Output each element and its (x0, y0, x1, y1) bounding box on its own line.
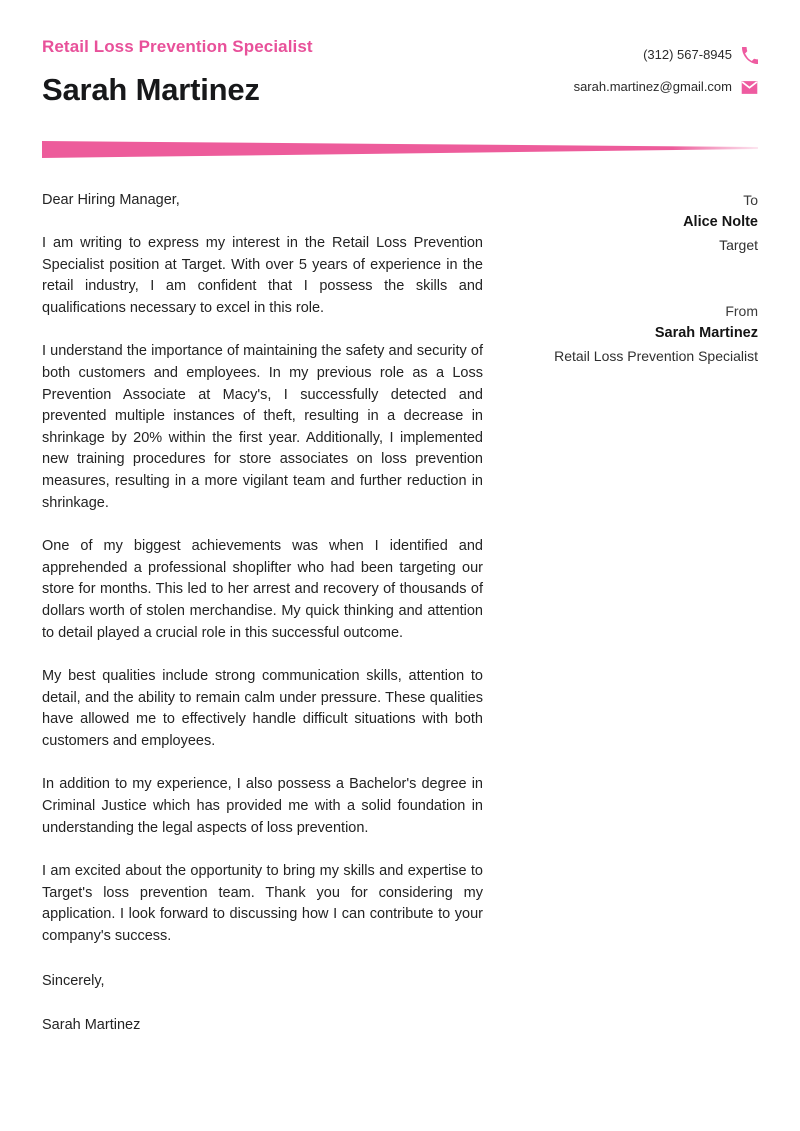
contact-phone-value: (312) 567-8945 (643, 47, 732, 62)
meta-sender-block (498, 300, 758, 367)
meta-sender-role: Retail Loss Prevention Specialist (554, 348, 758, 364)
letter-paragraph: I understand the importance of maintaining the safety and security of both customers and employees. In my previous role as a Loss Prevention Associate at Macy's, I successfully detected and prevented multiple instances of theft, resulting in a decrease in shrinkage by 20% within the first year. Additionally, I implemented new training procedures for store associates on loss prevention measures, resulting in a more vigilant team and further reduction in shrinkage. (42, 343, 483, 511)
envelope-icon (741, 79, 758, 96)
letter-salutation: Dear Hiring Manager, (42, 192, 180, 208)
header-job-title: Retail Loss Prevention Specialist (42, 37, 313, 56)
letter-closing: Sincerely, (42, 972, 105, 989)
meta-recipient-name: Alice Nolte (683, 214, 758, 230)
meta-recipient-organization: Target (719, 237, 758, 253)
letter-body (42, 189, 483, 1036)
meta-to-label: To (743, 192, 758, 208)
letter-paragraph: In addition to my experience, I also possess a Bachelor's degree in Criminal Justice which has provided me with a solid foundation in understanding the legal aspects of loss prevention. (42, 776, 483, 836)
letter-header (42, 36, 758, 126)
header-identity (42, 36, 313, 110)
contact-phone-row (574, 42, 758, 68)
meta-sender-name: Sarah Martinez (654, 325, 758, 341)
letter-paragraph: I am writing to express my interest in the Retail Loss Prevention Specialist position at Target. With over 5 years of experience in the retail industry, I am confident that I possess the skills and qualifications necessary to excel in this role. (42, 235, 483, 316)
letter-meta-column (498, 189, 758, 367)
contact-email-row (574, 74, 758, 100)
letter-paragraph: One of my biggest achievements was when I identified and apprehended a professional shoplifter who had been targeting our store for months. This led to her arrest and recovery of thousands of dollars worth of stolen merchandise. My quick thinking and attention to detail played a crucial role in this successful outcome. (42, 538, 483, 641)
header-candidate-name: Sarah Martinez (42, 72, 260, 107)
letter-paragraph: I am excited about the opportunity to bring my skills and expertise to Target's loss prevention team. Thank you for considering my application. I look forward to discussing how I can contribute to your company's success. (42, 863, 483, 945)
letter-paragraph: My best qualities include strong communication skills, attention to detail, and the ability to remain calm under pressure. These qualities have allowed me to effectively handle difficult situations with both customers and employees. (42, 668, 483, 749)
accent-wedge-divider (42, 139, 758, 159)
meta-from-label: From (725, 303, 758, 319)
contact-email-value: sarah.martinez@gmail.com (573, 79, 732, 94)
header-contact-list (574, 42, 758, 106)
letter-signature: Sarah Martinez (42, 1016, 141, 1033)
meta-recipient-block (498, 189, 758, 256)
phone-icon (741, 47, 758, 64)
